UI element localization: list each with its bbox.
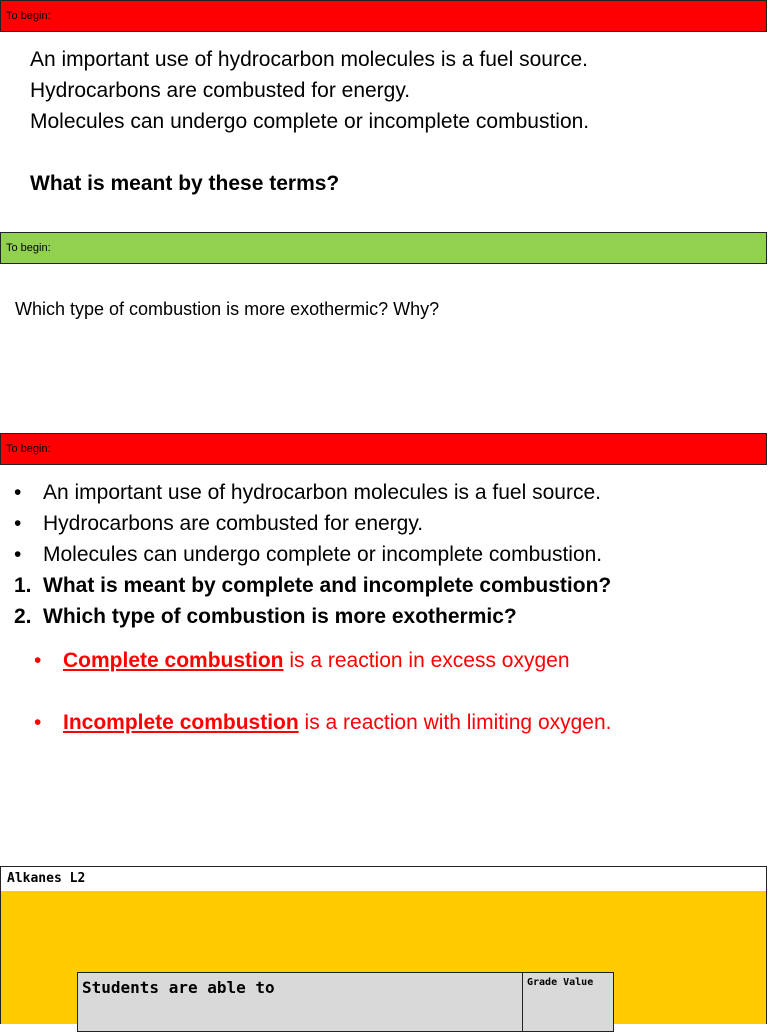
bullet-text: Molecules can undergo complete or incomplete combustion. (43, 543, 603, 566)
bullet-text: Hydrocarbons are combusted for energy. (43, 512, 424, 535)
slide1-line: Molecules can undergo complete or incomplete combustion. (30, 110, 590, 133)
bullet-text: An important use of hydrocarbon molecules is a fuel source. (43, 481, 601, 504)
bullet-item (14, 539, 611, 570)
answer-definition: is a reaction in excess oxygen (283, 649, 570, 672)
slide1-banner: To begin: (0, 0, 767, 32)
question-number: 2. (14, 605, 32, 628)
numbered-question (14, 570, 611, 601)
answer-item (34, 711, 612, 773)
numbered-question (14, 601, 611, 632)
objectives-header: Students are able to (78, 973, 523, 1031)
question-text: Which type of combustion is more exothermic? (43, 605, 517, 628)
slide2-banner: To begin: (0, 232, 767, 264)
slide4-title: Alkanes L2 (0, 866, 767, 892)
slide3-bullets (14, 477, 611, 632)
slide2-question: Which type of combustion is more exothermic? Why? (15, 299, 440, 319)
bullet-icon: • (34, 649, 42, 672)
objectives-table (77, 972, 614, 1032)
answer-definition: is a reaction with limiting oxygen. (298, 711, 612, 734)
slide3-answers (34, 649, 612, 773)
bullet-icon: • (14, 481, 22, 504)
bullet-icon: • (14, 512, 22, 535)
question-number: 1. (14, 574, 32, 597)
slide1-line: An important use of hydrocarbon molecules is a fuel source. (30, 48, 588, 71)
slide1-body (30, 44, 589, 199)
answer-item (34, 649, 612, 711)
bullet-icon: • (34, 711, 42, 734)
answer-term: Complete combustion (63, 649, 284, 672)
slide3-banner: To begin: (0, 433, 767, 465)
bullet-icon: • (14, 543, 22, 566)
bullet-item (14, 508, 611, 539)
answer-term: Incomplete combustion (63, 711, 299, 734)
grade-value-header: Grade Value (527, 977, 594, 988)
slide1-question: What is meant by these terms? (30, 172, 340, 195)
question-text: What is meant by complete and incomplete combustion? (43, 574, 612, 597)
slide1-line: Hydrocarbons are combusted for energy. (30, 79, 411, 102)
bullet-item (14, 477, 611, 508)
